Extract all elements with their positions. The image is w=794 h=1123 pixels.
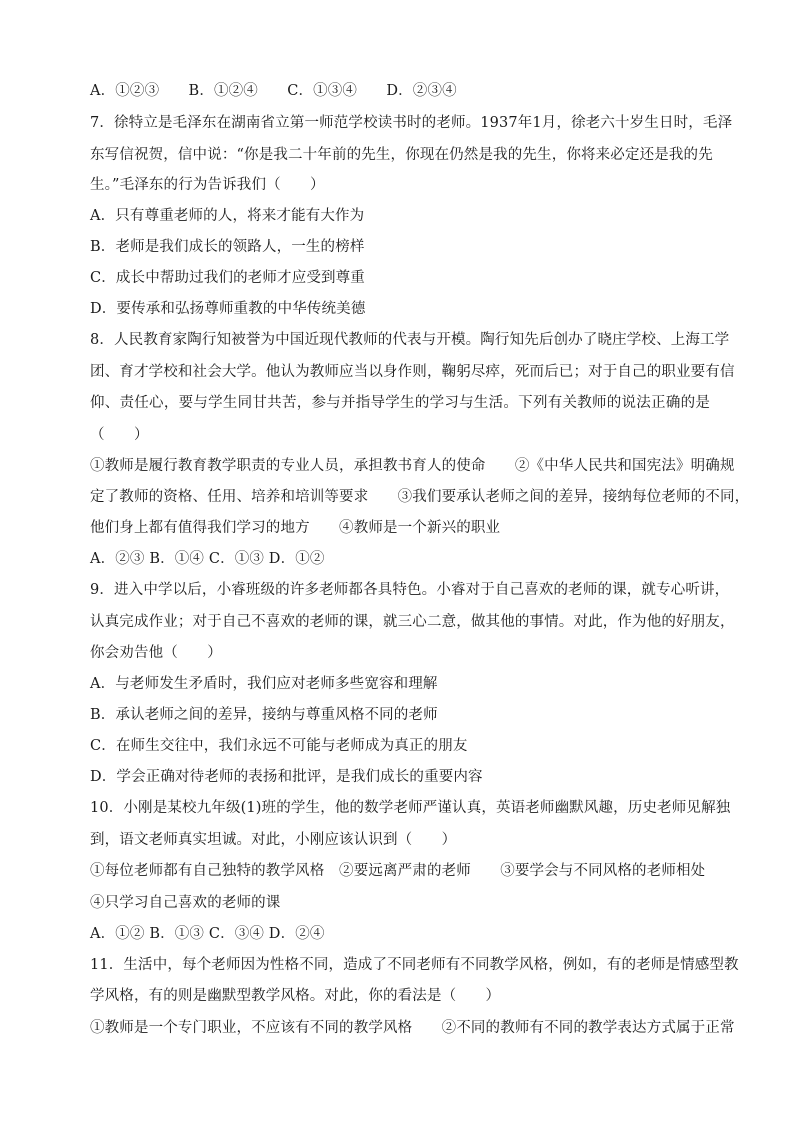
q8-statements-line-3: 他们身上都有值得我们学习的地方 ④教师是一个新兴的职业 bbox=[90, 520, 501, 536]
q7-stem-line-3: 生。”毛泽东的行为告诉我们（ ） bbox=[90, 177, 325, 193]
q8-options: A．②③ B．①④ C．①③ D．①② bbox=[90, 551, 325, 567]
q9-option-c: C．在师生交往中，我们永远不可能与老师成为真正的朋友 bbox=[90, 738, 468, 754]
q9-stem-line-1: 9．进入中学以后，小睿班级的许多老师都各具特色。小睿对于自己喜欢的老师的课，就专心听讲， bbox=[90, 582, 730, 598]
q10-statements-line-2: ④只学习自己喜欢的老师的课 bbox=[90, 895, 281, 911]
q7-option-a: A．只有尊重老师的人，将来才能有大作为 bbox=[90, 208, 365, 224]
q8-stem-line-3: 仰、责任心，要与学生同甘共苦，参与并指导学生的学习与生活。下列有关教师的说法正确的是 bbox=[90, 395, 710, 411]
q9-option-d: D．学会正确对待老师的表扬和批评，是我们成长的重要内容 bbox=[90, 769, 483, 785]
q11-stem-line-1: 11．生活中，每个老师因为性格不同，造成了不同老师有不同教学风格，例如，有的老师是情感型教 bbox=[90, 957, 739, 973]
q8-stem-line-1: 8．人民教育家陶行知被誉为中国近现代教师的代表与开模。陶行知先后创办了晓庄学校、上海工学 bbox=[90, 332, 730, 348]
q7-option-c: C．成长中帮助过我们的老师才应受到尊重 bbox=[90, 270, 365, 286]
q10-statements-line-1: ①每位老师都有自己独特的教学风格 ②要远离严肃的老师 ③要学会与不同风格的老师相处 bbox=[90, 863, 706, 879]
q10-stem-line-1: 10．小刚是某校九年级(1)班的学生，他的数学老师严谨认真，英语老师幽默风趣，历史老师见解独 bbox=[90, 800, 731, 816]
q11-statements-line-1: ①教师是一个专门职业，不应该有不同的教学风格 ②不同的教师有不同的教学表达方式属于正常 bbox=[90, 1020, 735, 1036]
q7-option-b: B．老师是我们成长的领路人，一生的榜样 bbox=[90, 239, 365, 255]
q8-statements-line-2: 定了教师的资格、任用、培养和培训等要求 ③我们要承认老师之间的差异，接纳每位老师的不同， bbox=[90, 489, 750, 505]
q8-statements-line-1: ①教师是履行教育教学职责的专业人员，承担教书育人的使命 ②《中华人民共和国宪法》明确规 bbox=[90, 458, 735, 474]
q7-stem-line-2: 东写信祝贺，信中说：“你是我二十年前的先生，你现在仍然是我的先生，你将来必定还是我的先 bbox=[90, 147, 713, 163]
q10-options: A．①② B．①③ C．③④ D．②④ bbox=[90, 926, 325, 942]
q9-stem-line-3: 你会劝告他（ ） bbox=[90, 645, 222, 661]
q7-stem-line-1: 7．徐特立是毛泽东在湖南省立第一师范学校读书时的老师。1937年1月，徐老六十岁生日时，毛泽 bbox=[90, 115, 733, 131]
q9-stem-line-2: 认真完成作业；对于自己不喜欢的老师的课，就三心二意，做其他的事情。对此，作为他的好朋友， bbox=[90, 614, 735, 630]
q9-option-b: B．承认老师之间的差异，接纳与尊重风格不同的老师 bbox=[90, 707, 438, 723]
q8-stem-line-4: （ ） bbox=[90, 427, 149, 443]
q6-options: A．①②③ B．①②④ C．①③④ D．②③④ bbox=[90, 83, 457, 99]
q9-option-a: A．与老师发生矛盾时，我们应对老师多些宽容和理解 bbox=[90, 676, 438, 692]
q8-stem-line-2: 团、育才学校和社会大学。他认为教师应当以身作则，鞠躬尽瘁，死而后已；对于自己的职业要有信 bbox=[90, 364, 735, 380]
q7-option-d: D．要传承和弘扬尊师重教的中华传统美德 bbox=[90, 301, 366, 317]
q11-stem-line-2: 学风格，有的则是幽默型教学风格。对此，你的看法是（ ） bbox=[90, 988, 501, 1004]
q10-stem-line-2: 到，语文老师真实坦诚。对此，小刚应该认识到（ ） bbox=[90, 832, 457, 848]
